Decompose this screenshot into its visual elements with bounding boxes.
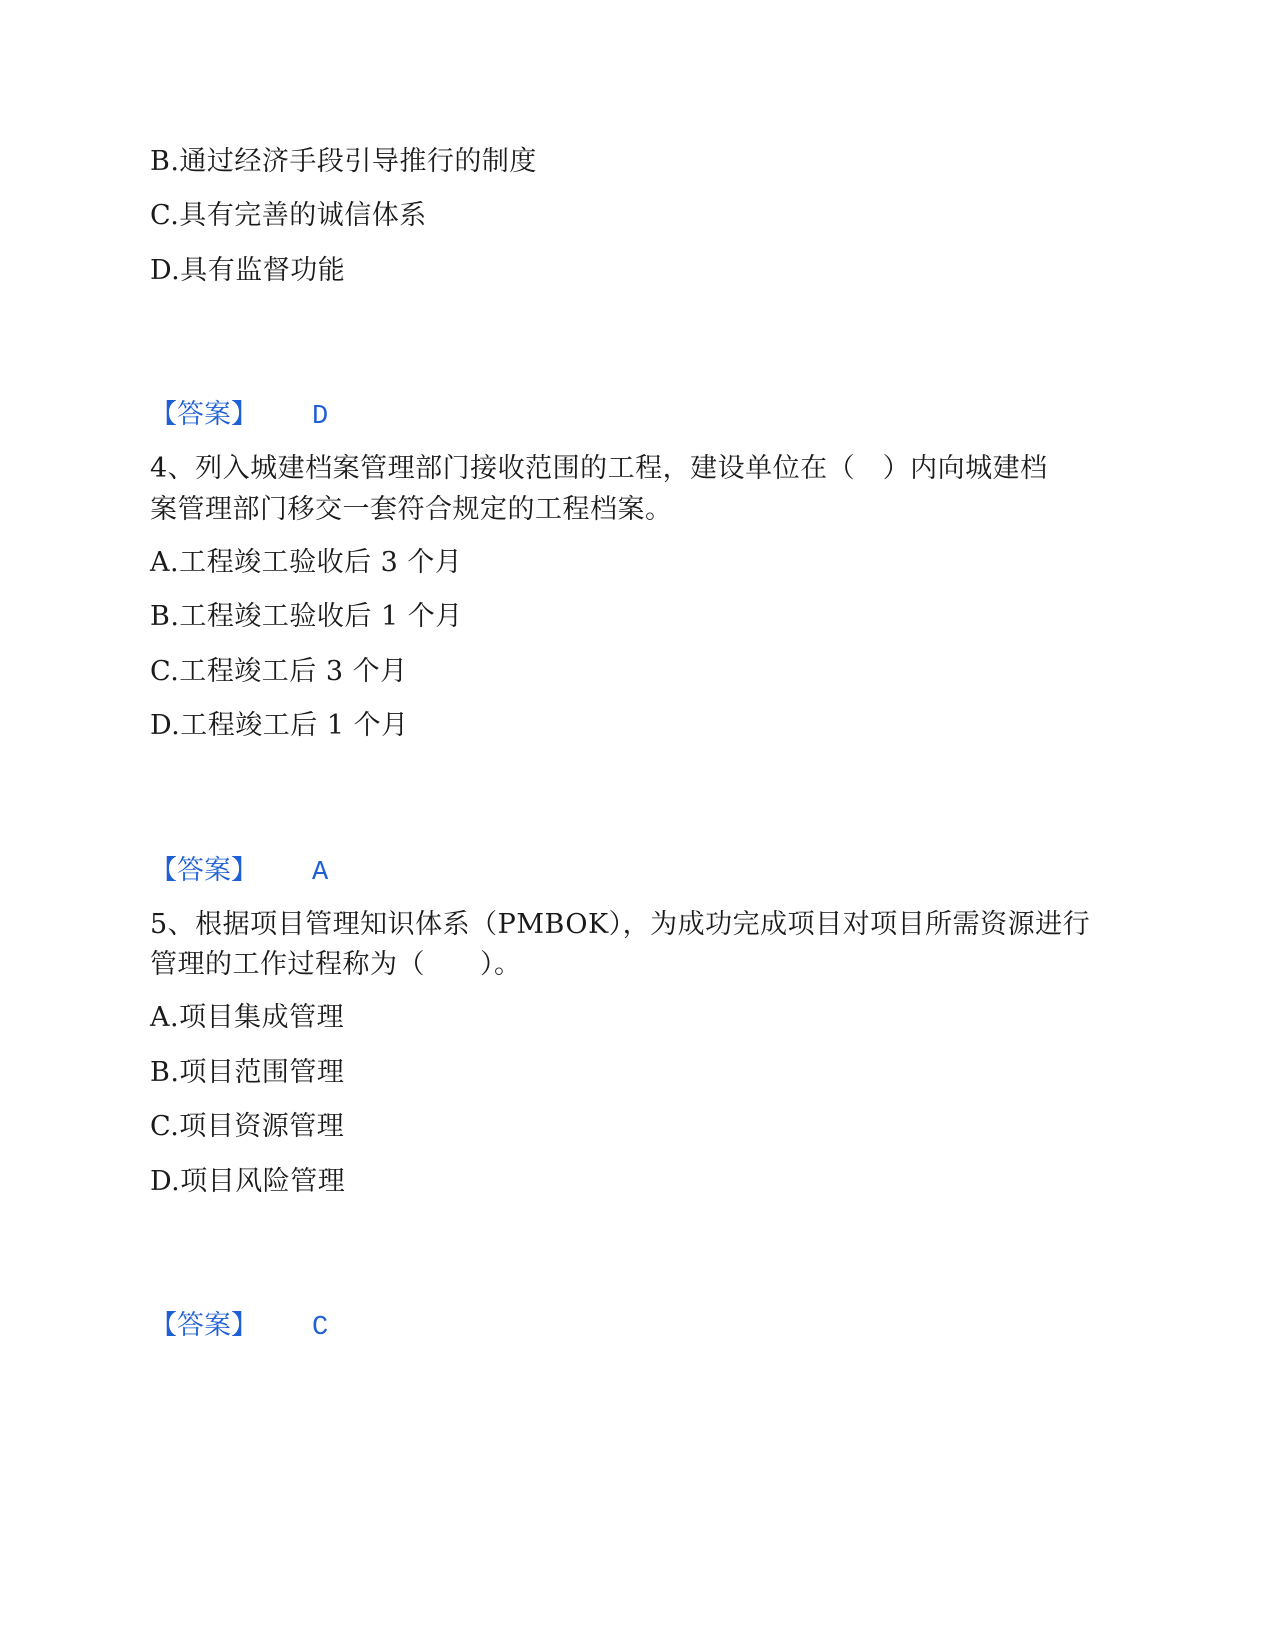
answer-value: D bbox=[312, 402, 329, 432]
q3-option-c: C.具有完善的诚信体系 bbox=[150, 200, 427, 231]
q3-option-b: B.通过经济手段引导推行的制度 bbox=[150, 146, 537, 177]
q5-stem-line2: 管理的工作过程称为（ ）。 bbox=[150, 949, 522, 980]
q5-option-c: C.项目资源管理 bbox=[150, 1111, 345, 1142]
q5-option-d: D.项目风险管理 bbox=[150, 1166, 346, 1197]
answer-label: 【答案】 bbox=[150, 1310, 258, 1341]
q4-stem-line1: 4、列入城建档案管理部门接收范围的工程，建设单位在（ ）内向城建档 bbox=[150, 453, 1048, 484]
q3-option-d: D.具有监督功能 bbox=[150, 255, 346, 286]
q4-option-a: A.工程竣工验收后 3 个月 bbox=[150, 547, 463, 578]
answer-value: C bbox=[312, 1313, 329, 1343]
q4-answer bbox=[150, 851, 328, 893]
q5-stem-line1: 5、根据项目管理知识体系（PMBOK），为成功完成项目对项目所需资源进行 bbox=[150, 909, 1091, 940]
q5-option-a: A.项目集成管理 bbox=[150, 1002, 345, 1033]
q3-answer bbox=[150, 395, 328, 437]
q4-option-b: B.工程竣工验收后 1 个月 bbox=[150, 601, 463, 632]
q4-option-d: D.工程竣工后 1 个月 bbox=[150, 710, 409, 741]
q5-option-b: B.项目范围管理 bbox=[150, 1057, 345, 1088]
q4-option-c: C.工程竣工后 3 个月 bbox=[150, 656, 408, 687]
answer-label: 【答案】 bbox=[150, 855, 258, 886]
answer-label: 【答案】 bbox=[150, 399, 258, 430]
answer-value: A bbox=[312, 858, 329, 888]
q5-answer bbox=[150, 1306, 328, 1348]
q4-stem-line2: 案管理部门移交一套符合规定的工程档案。 bbox=[150, 494, 673, 525]
